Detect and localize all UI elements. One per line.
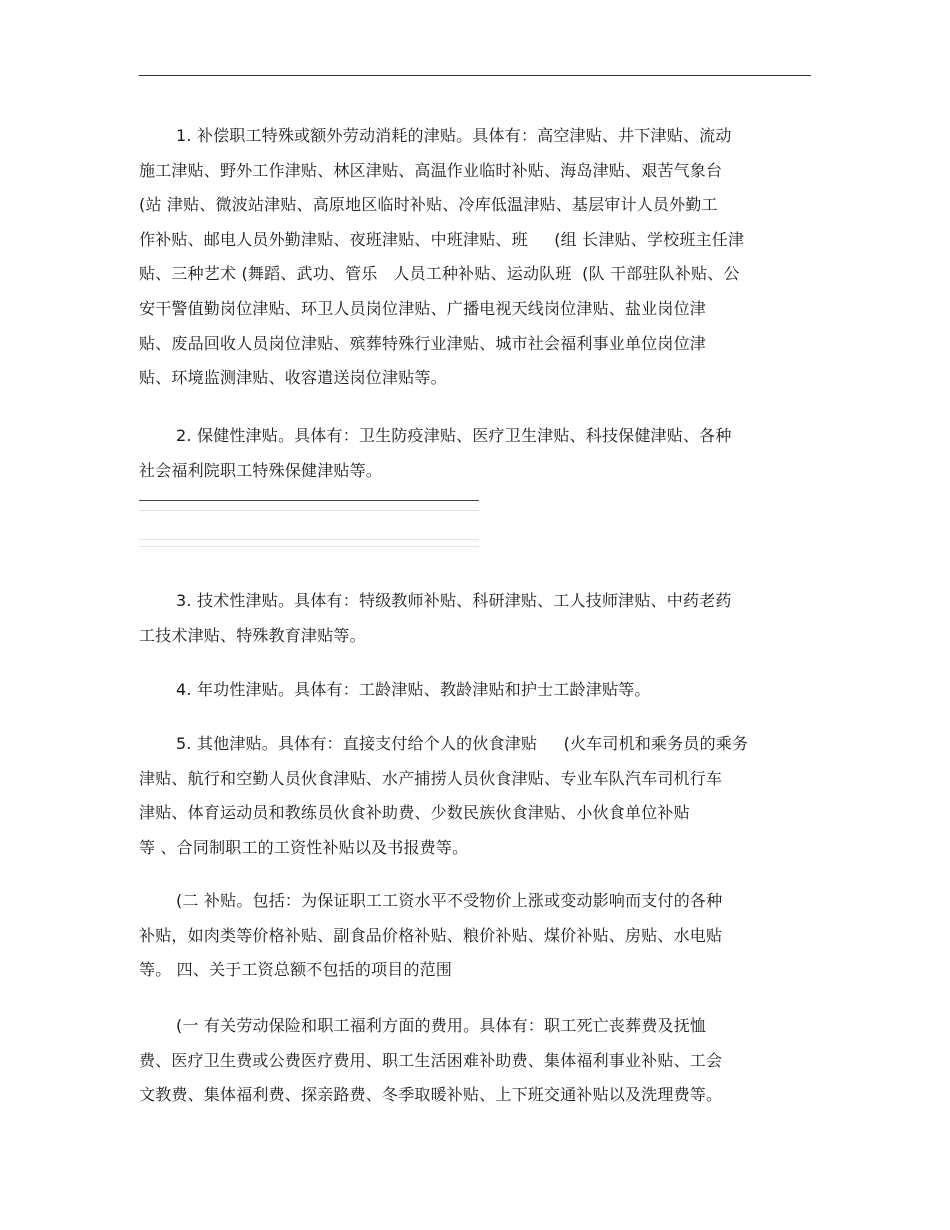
text-line: 补贴，如肉类等价格补贴、副食品价格补贴、粮价补贴、煤价补贴、房贴、水电贴 bbox=[139, 925, 723, 945]
paragraph-allowance-technical bbox=[139, 584, 819, 653]
paragraph-excluded-items bbox=[139, 1009, 819, 1113]
paragraph-allowance-labor bbox=[139, 119, 819, 396]
paragraph-allowance-other bbox=[139, 727, 819, 865]
text-line: (站 津贴、微波站津贴、高原地区临时补贴、冷库低温津贴、基层审计人员外勤工 bbox=[139, 195, 718, 215]
text-line: (二 补贴。包括：为保证职工工资水平不受物价上涨或变动影响而支付的各种 bbox=[176, 891, 723, 910]
text-line: 贴、废品回收人员岗位津贴、殡葬特殊行业津贴、城市社会福利事业单位岗位津 bbox=[139, 333, 707, 353]
paragraph-subsidies bbox=[139, 884, 819, 988]
text-line: 津贴、体育运动员和教练员伙食补助费、少数民族伙食津贴、小伙食单位补贴 bbox=[139, 803, 690, 823]
text-line: 作补贴、邮电人员外勤津贴、夜班津贴、中班津贴、班 (组 长津贴、学校班主任津 bbox=[139, 229, 745, 249]
text-line: 2. 保健性津贴。具体有：卫生防疫津贴、医疗卫生津贴、科技保健津贴、各种 bbox=[176, 426, 732, 445]
text-line: 贴、环境监测津贴、收容遣送岗位津贴等。 bbox=[139, 368, 447, 388]
paragraph-allowance-seniority bbox=[139, 673, 819, 708]
header-rule bbox=[139, 75, 811, 76]
text-line: (一 有关劳动保险和职工福利方面的费用。具体有：职工死亡丧葬费及抚恤 bbox=[176, 1016, 707, 1035]
page-separator bbox=[139, 500, 479, 550]
text-line: 5. 其他津贴。具体有：直接支付给个人的伙食津贴 (火车司机和乘务员的乘务 bbox=[176, 734, 749, 753]
text-line: 贴、三种艺术 (舞蹈、武功、管乐 人员工种补贴、运动队班 (队 干部驻队补贴、公 bbox=[139, 264, 740, 284]
text-line: 费、医疗卫生费或公费医疗费用、职工生活困难补助费、集体福利事业补贴、工会 bbox=[139, 1050, 723, 1070]
text-line: 社会福利院职工特殊保健津贴等。 bbox=[139, 460, 383, 480]
separator-faint-rule bbox=[139, 539, 479, 540]
text-line: 1. 补偿职工特殊或额外劳动消耗的津贴。具体有：高空津贴、井下津贴、流动 bbox=[176, 126, 732, 145]
paragraph-allowance-health bbox=[139, 419, 819, 488]
text-line: 工技术津贴、特殊教育津贴等。 bbox=[139, 625, 366, 645]
text-line: 施工津贴、野外工作津贴、林区津贴、高温作业临时补贴、海岛津贴、艰苦气象台 bbox=[139, 160, 723, 180]
text-line: 4. 年功性津贴。具体有：工龄津贴、教龄津贴和护士工龄津贴等。 bbox=[176, 680, 651, 699]
text-line: 等 、合同制职工的工资性补贴以及书报费等。 bbox=[139, 837, 469, 857]
separator-faint-rule bbox=[139, 546, 479, 547]
text-line: 安干警值勤岗位津贴、环卫人员岗位津贴、广播电视天线岗位津贴、盐业岗位津 bbox=[139, 298, 707, 318]
text-line: 津贴、航行和空勤人员伙食津贴、水产捕捞人员伙食津贴、专业车队汽车司机行车 bbox=[139, 768, 723, 788]
text-line: 等。 四、关于工资总额不包括的项目的范围 bbox=[139, 960, 453, 980]
separator-rule bbox=[139, 500, 479, 501]
text-line: 文教费、集体福利费、探亲路费、冬季取暖补贴、上下班交通补贴以及洗理费等。 bbox=[139, 1085, 723, 1105]
separator-faint-rule bbox=[139, 510, 479, 511]
text-line: 3. 技术性津贴。具体有：特级教师补贴、科研津贴、工人技师津贴、中药老药 bbox=[176, 591, 732, 610]
